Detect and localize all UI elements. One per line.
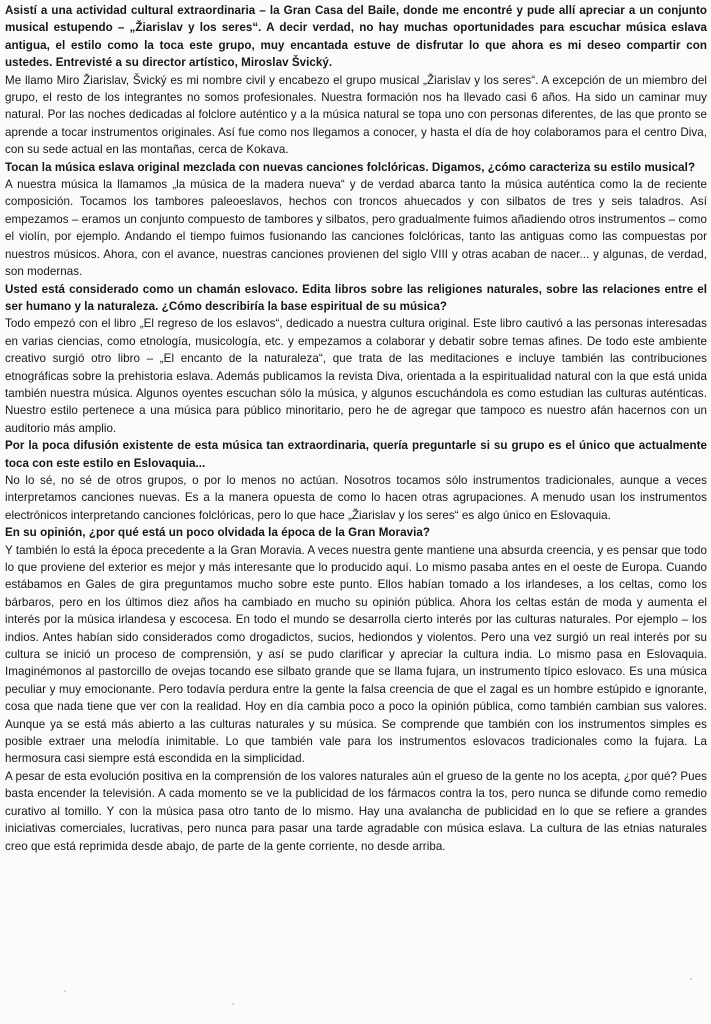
question-paragraph: Usted está considerado como un chamán eslovaco. Edita libros sobre las religiones naturales, sobre las relaciones entre el ser humano y la naturaleza. ¿Cómo describiría la base espiritual de su música?: [5, 282, 707, 313]
scan-speck: [64, 990, 66, 992]
scan-speck: [232, 1003, 234, 1005]
answer-paragraph: Todo empezó con el libro „El regreso de los eslavos“, dedicado a nuestra cultura original. Este libro cautivó a las personas interesadas en varias ciencias, como etnología, musicología, etc. y empezamos a colaborar y debatir sobre temas afines. De todo este ambiente creativo surgió otro libro – „El encanto de la naturaleza“, que trata de las meditaciones e incluye también las contribuciones etnográficas sobre la prehistoria eslava. Además publicamos la revista Diva, orientada a la espiritualidad natural con la que está unida también nuestra música. Algunos oyentes escuchan sólo la música, y algunos escuchándola es como estudian las culturas auténticas. Nuestro estilo pertenece a una música para público minoritario, pero he de agregar que tampoco es nuestro afán hacernos con un auditorio más amplio.: [5, 317, 707, 435]
question-paragraph: Tocan la música eslava original mezclada con nuevas canciones folclóricas. Digamos, ¿cómo caracteriza su estilo musical?: [5, 160, 696, 174]
question-paragraph: En su opinión, ¿por qué está un poco olvidada la época de la Gran Moravia?: [5, 526, 431, 540]
answer-paragraph: A pesar de esta evolución positiva en la comprensión de los valores naturales aún el grueso de la gente no los acepta, ¿por qué? Pues basta encender la televisión. A cada momento se ve la publicidad de los fármacos contra la tos, pero nunca se difunde como remedio curativo al tomillo. Y con la música pasa otro tanto de lo mismo. Hay una avalancha de publicidad en lo que se refiere a grandes iniciativas comerciales, lucrativas, pero nunca para pasar una tarde agradable con música eslava. La cultura de las etnias naturales creo que está reprimida desde abajo, de parte de la gente corriente, no desde arriba.: [5, 769, 707, 853]
answer-paragraph: Y también lo está la época precedente a la Gran Moravia. A veces nuestra gente mantiene una absurda creencia, y es pensar que todo lo que proviene del exterior es mejor y más interesante que lo producido aquí. Lo mismo pasaba antes en el oeste de Europa. Cuando estábamos en Gales de gira preguntamos mucho sobre este punto. Ellos habían tomado a los irlandeses, a los celtas, como los bárbaros, pero en los últimos diez años ha cambiado en mucho su opinión pública. Ahora los celtas están de moda y aumenta el interés por la música irlandesa y escocesa. En todo el mundo se desarrolla cierto interés por las culturas naturales. Por ejemplo – los indios. Antes habían sido considerados como drogadictos, sucios, hediondos y violentos. Pero una vez surgió un real interés por su cultura se inició un proceso de comprensión, y así se pudo clarificar y apreciar la cultura india. Lo mismo pasa en Eslovaquia. Imaginémonos al pastorcillo de ovejas tocando ese silbato grande que se llama fujara, un instrumento típico eslovaco. Es una música peculiar y muy emocionante. Pero todavía perdura entre la gente la falsa creencia de que el zagal es un hombre estúpido e ignorante, cosa que nada tiene que ver con la realidad. Hoy en día cambia poco a poco la opinión pública, como también cambian sus valores. Aunque ya se está más abierto a las culturas naturales y su música. Se comprende que también con los instrumentos simples es posible extraer una melodía inimitable. Lo que también vale para los instrumentos eslovacos tradicionales como la fujara. La hermosura casi siempre está escondida en la simplicidad.: [5, 543, 707, 766]
answer-paragraph: Me llamo Miro Žiarislav, Švický es mi nombre civil y encabezo el grupo musical „Žiarislav y los seres“. A excepción de un miembro del grupo, el resto de los integrantes no somos profesionales. Nuestra formación nos ha llevado casi 6 años. Ha sido un caminar muy natural. Por las noches dedicadas al folclore auténtico y a la música natural se topa uno con personas diferentes, de las que pronto se aprende a tocar instrumentos originales. Así fue como nos llegamos a conocer, y hasta el día de hoy colaboramos para el centro Diva, con su sede actual en las montañas, cerca de Kokava.: [5, 73, 707, 157]
intro-paragraph: Asistí a una actividad cultural extraordinaria – la Gran Casa del Baile, donde me encontré y pude allí apreciar a un conjunto musical estupendo – „Žiarislav y los seres“. A decir verdad, no hay muchas oportunidades para escuchar música eslava antigua, el estilo como la toca este grupo, muy encantada estuve de disfrutar lo que ahora es mi deseo compartir con ustedes. Entrevisté a su director artístico, Miroslav Švický.: [5, 4, 707, 70]
answer-paragraph: A nuestra música la llamamos „la música de la madera nueva“ y de verdad abarca tanto la música auténtica como la de reciente composición. Tocamos los tambores paleoeslavos, hechos con troncos ahuecados y con silbatos de tres y seis taladros. Así empezamos – eramos un conjunto compuesto de tambores y silbatos, pero gradualmente fuimos añadiendo otros instrumentos – como el violín, por ejemplo. Andando el tiempo fuimos fusionando las canciones folclóricas, tanto las antiguas como las compuestas por nuestros músicos. Ahora, con el avance, nuestras canciones provienen del siglo VIII y otras acaban de nacer... y algunas, de verdad, son modernas.: [5, 178, 707, 279]
answer-paragraph: No lo sé, no sé de otros grupos, o por lo menos no actúan. Nosotros tocamos sólo instrumentos tradicionales, aunque a veces interpretamos canciones nuevas. Es a la manera opuesta de como lo hacen otras agrupaciones. A menudo usan los instrumentos electrónicos interpretando canciones folclóricas, pero lo que hace „Žiarislav y los seres“ es algo único en Eslovaquia.: [5, 473, 707, 522]
question-paragraph: Por la poca difusión existente de esta música tan extraordinaria, quería preguntarle si su grupo es el único que actualmente toca con este estilo en Eslovaquia...: [5, 439, 707, 470]
scan-speck: [690, 978, 692, 980]
